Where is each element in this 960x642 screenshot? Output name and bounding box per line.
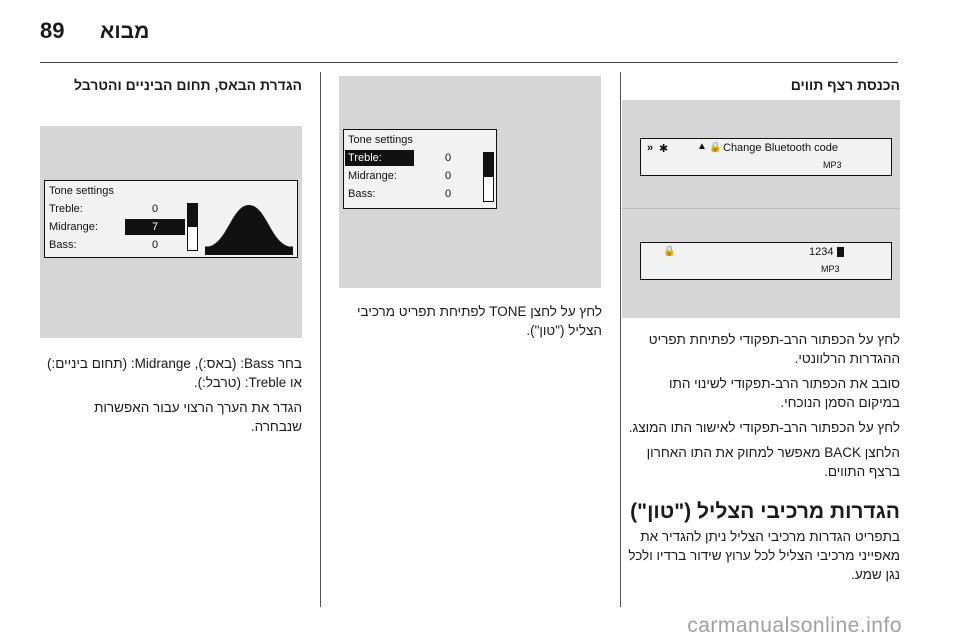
caret-up-icon: ▲ [697,141,707,152]
tone-row-label: Midrange: [49,221,98,233]
section-heading-bass-mid-treble: הגדרת הבאס, תחום הביניים והטרבל [74,77,302,93]
image-separator [622,208,900,209]
tone-row-label: Bass: [49,239,77,251]
paragraph: סובב את הכפתור הרב-תפקודי לשינוי התו במיקום הסמן הנוכחי. [669,376,900,410]
watermark: carmanualsonline.info [687,614,902,637]
tone-row-value: 7 [125,219,185,235]
tone-settings-screen [44,180,298,258]
paragraph: בתפריט הגדרות מרכיבי הצליל ניתן להגדיר את מאפייני מרכיבי הצליל לכל ערוץ שידור ברדיו ולכל נגן שמע. [628,529,900,582]
tone-row-label: Treble: [345,150,414,166]
screen-title: Tone settings [348,134,413,146]
middle-column-text [340,302,602,340]
header-rule [40,62,898,63]
fast-forward-icon: » [647,142,654,154]
tone-row-label: Bass: [348,188,376,200]
level-bar [483,152,494,202]
frequency-curve-graphic [205,199,293,255]
paragraph: הלחצן BACK מאפשר למחוק את התו האחרון ברצף התווים. [646,445,900,479]
bluetooth-code-image [622,100,900,318]
paragraph: הגדר את הערך הרצוי עבור האפשרות שנבחרה. [94,400,302,434]
screen-title: Tone settings [49,185,114,197]
tone-row-value: 0 [444,170,452,182]
bluetooth-code-screen [640,138,892,176]
section-heading-tone-settings: הגדרות מרכיבי הצליל ("טון") [630,500,900,523]
left-column-heading-wrap [40,76,302,95]
tone-row-label: Midrange: [348,170,397,182]
bluetooth-icon: ✱ [659,143,669,155]
page-number: 89 [40,18,65,43]
left-column-text [40,354,302,436]
section-heading-character-input: הכנסת רצף תווים [790,77,900,93]
column-divider-right [620,72,621,607]
screen-title: Change Bluetooth code [723,142,838,154]
screen-subtitle: MP3 [821,264,840,274]
chapter-title: מבוא [100,20,150,43]
column-divider-left [320,72,321,607]
tone-row-value: 0 [444,188,452,200]
level-bar-fill [484,153,493,177]
tone-row-value: 0 [151,203,159,215]
level-bar-fill [188,204,197,227]
caption: לחץ על לחצן TONE לפתיחת תפריט מרכיבי הצליל ("טון"). [357,304,602,338]
tone-settings-screen [343,129,497,209]
tone-row-label: Treble: [49,203,83,215]
code-entry-screen [640,242,892,280]
level-bar [187,203,198,251]
paragraph: לחץ על הכפתור הרב-תפקודי לפתיחת תפריט ההגדרות הרלוונטי. [648,332,900,366]
lock-icon: 🔒 [709,142,722,153]
tone-row-value: 0 [151,239,159,251]
tone-row-value: 0 [444,152,452,164]
lock-icon: 🔒 [663,246,676,257]
screen-subtitle: MP3 [823,160,842,170]
right-column-text [625,330,900,584]
code-value: 1234 [809,246,834,258]
paragraph: בחר Bass: (באס:), Midrange: (תחום ביניים:) או Treble: (טרבל:). [47,356,302,390]
right-column [625,76,900,95]
cursor-icon [837,247,844,257]
tone-adjust-image [40,126,302,338]
paragraph: לחץ על הכפתור הרב-תפקודי לאישור התו המוצג. [628,420,900,435]
tone-button-image [339,76,601,288]
